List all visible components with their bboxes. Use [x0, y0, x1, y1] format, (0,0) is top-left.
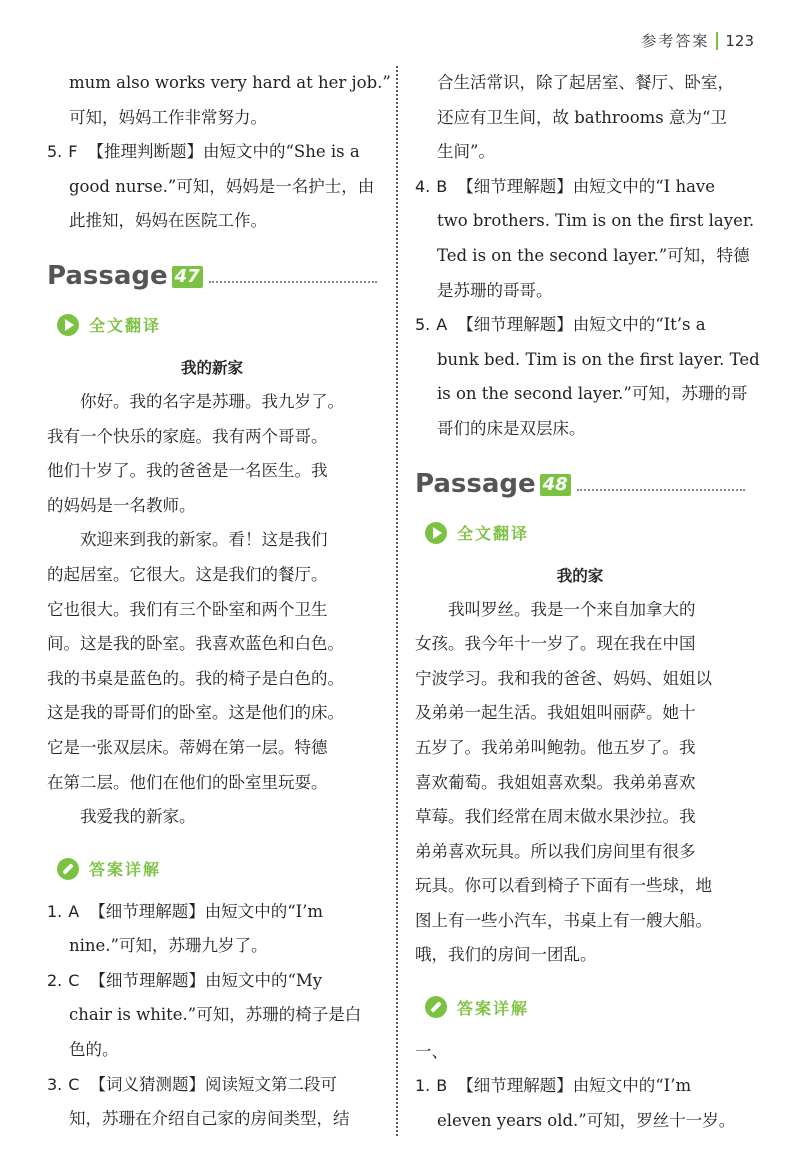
answers-section-header [47, 849, 377, 889]
passage-dotted-rule [209, 281, 377, 283]
answer-letter: A [68, 901, 80, 921]
section-title: 全文翻译 [89, 316, 162, 336]
text-line: 玩具。你可以看到椅子下面有一些球，地 [415, 876, 712, 896]
text-line: 我的书桌是蓝色的。我的椅子是白色的。 [47, 668, 344, 688]
question-number: 4. [415, 176, 431, 196]
text-line: 草莓。我们经常在周末做水果沙拉。我 [415, 807, 696, 827]
column-divider [396, 66, 398, 1136]
answer-text: 【词义猜测题】阅读短文第二段可 [89, 1074, 337, 1094]
translation-section-header [415, 513, 745, 553]
text-line: 我有一个快乐的家庭。我有两个哥哥。 [47, 426, 328, 446]
text-line: 你好。我的名字是苏珊。我九岁了。 [80, 391, 344, 411]
answer-letter: B [436, 1076, 448, 1096]
text-line: two brothers. Tim is on the first layer. [437, 211, 755, 231]
answer-text: 【细节理解题】由短文中的“It’s a [457, 315, 706, 335]
text-line: 欢迎来到我的新家。看！这是我们 [80, 530, 328, 550]
text-line: 这是我的哥哥们的卧室。这是他们的床。 [47, 703, 344, 723]
page-number: 123 [725, 31, 754, 50]
passage-number-badge: 47 [172, 266, 203, 288]
text-line: 及弟弟一起生活。我姐姐叫丽萨。她十 [415, 703, 696, 723]
text-line: 知，苏珊在介绍自己家的房间类型，结 [69, 1109, 350, 1129]
text-line: 色的。 [69, 1040, 119, 1060]
question-number: 1. [47, 901, 63, 921]
answer-item-5 [415, 308, 745, 343]
answers-section-header [415, 987, 745, 1027]
answer-item-1 [47, 895, 377, 930]
answer-letter: B [436, 176, 448, 196]
right-column [415, 66, 760, 1138]
header-separator [716, 32, 718, 50]
play-icon [57, 314, 79, 336]
answer-text: 【细节理解题】由短文中的“I’m [457, 1076, 692, 1096]
text-line: 女孩。我今年十一岁了。现在我在中国 [415, 634, 696, 654]
answer-item-1 [415, 1069, 745, 1104]
question-number: 5. [415, 315, 431, 335]
text-line: 的起居室。它很大。这是我们的餐厅。 [47, 564, 328, 584]
pen-icon [57, 858, 79, 880]
question-number: 3. [47, 1074, 63, 1094]
text-line: 他们十岁了。我的爸爸是一名医生。我 [47, 461, 328, 481]
answer-letter: A [436, 315, 448, 335]
question-number: 1. [415, 1076, 431, 1096]
text-line: 喜欢葡萄。我姐姐喜欢梨。我弟弟喜欢 [415, 772, 696, 792]
text-line: 弟弟喜欢玩具。所以我们房间里有很多 [415, 841, 696, 861]
translation-section-header [47, 305, 377, 345]
answer-letter: F [68, 142, 78, 162]
text-line: eleven years old.”可知，罗丝十一岁。 [437, 1110, 736, 1130]
section-title: 答案详解 [89, 860, 162, 880]
text-line: is on the second layer.”可知，苏珊的哥 [437, 384, 748, 404]
section-title: 全文翻译 [457, 524, 530, 544]
answer-letter: C [68, 970, 80, 990]
text-line: good nurse.”可知，妈妈是一名护士，由 [69, 176, 375, 196]
question-number: 2. [47, 970, 63, 990]
text-line: 在第二层。他们在他们的卧室里玩耍。 [47, 772, 328, 792]
text-line: 它是一张双层床。蒂姆在第一层。特德 [47, 737, 328, 757]
translation-title: 我的新家 [180, 358, 243, 377]
text-line: 还应有卫生间，故 bathrooms 意为“卫 [437, 107, 727, 127]
text-line: chair is white.”可知，苏珊的椅子是白 [69, 1005, 362, 1025]
text-line: 我爱我的新家。 [80, 807, 196, 827]
answer-item-4 [415, 170, 745, 205]
text-line: 是苏珊的哥哥。 [437, 280, 553, 300]
text-line: 的妈妈是一名教师。 [47, 495, 196, 515]
translation-title: 我的家 [556, 566, 604, 585]
text-line: nine.”可知，苏珊九岁了。 [69, 936, 268, 956]
answer-item-3 [47, 1068, 377, 1103]
answer-text: 【细节理解题】由短文中的“I’m [89, 901, 324, 921]
text-line: 可知，妈妈工作非常努力。 [69, 107, 267, 127]
passage-heading [47, 243, 377, 291]
part-label: 一、 [415, 1042, 448, 1062]
passage-dotted-rule [577, 489, 745, 491]
text-line: 间。这是我的卧室。我喜欢蓝色和白色。 [47, 634, 344, 654]
text-line: 图上有一些小汽车，书桌上有一艘大船。 [415, 910, 712, 930]
text-line: 五岁了。我弟弟叫鲍勃。他五岁了。我 [415, 737, 696, 757]
text-line: 宁波学习。我和我的爸爸、妈妈、姐姐以 [415, 668, 712, 688]
text-line: 它也很大。我们有三个卧室和两个卫生 [47, 599, 328, 619]
page-header [641, 30, 754, 51]
text-line: 哦，我们的房间一团乱。 [415, 945, 597, 965]
text-line: 此推知，妈妈在医院工作。 [69, 211, 267, 231]
text-line: Ted is on the second layer.”可知，特德 [437, 245, 750, 265]
text-line: bunk bed. Tim is on the first layer. Ted [437, 349, 760, 369]
answer-text: 【细节理解题】由短文中的“My [89, 970, 323, 990]
text-line: 哥们的床是双层床。 [437, 418, 586, 438]
answer-item-5 [47, 135, 377, 170]
text-line: 我叫罗丝。我是一个来自加拿大的 [448, 599, 696, 619]
passage-label: Passage [47, 260, 168, 291]
passage-label: Passage [415, 468, 536, 499]
passage-heading [415, 451, 745, 499]
left-column [47, 66, 391, 1137]
play-icon [425, 522, 447, 544]
text-line: 合生活常识，除了起居室、餐厅、卧室， [437, 73, 734, 92]
text-line: 生间”。 [437, 142, 495, 162]
answer-text: 【推理判断题】由短文中的“She is a [87, 142, 360, 162]
passage-number-badge: 48 [540, 474, 571, 496]
text-line: mum also works very hard at her job.” [69, 73, 391, 92]
answer-item-2 [47, 964, 377, 999]
answer-letter: C [68, 1074, 80, 1094]
header-section-label: 参考答案 [641, 32, 710, 50]
answer-text: 【细节理解题】由短文中的“I have [457, 176, 715, 196]
pen-icon [425, 996, 447, 1018]
section-title: 答案详解 [457, 998, 530, 1018]
question-number: 5. [47, 142, 63, 162]
